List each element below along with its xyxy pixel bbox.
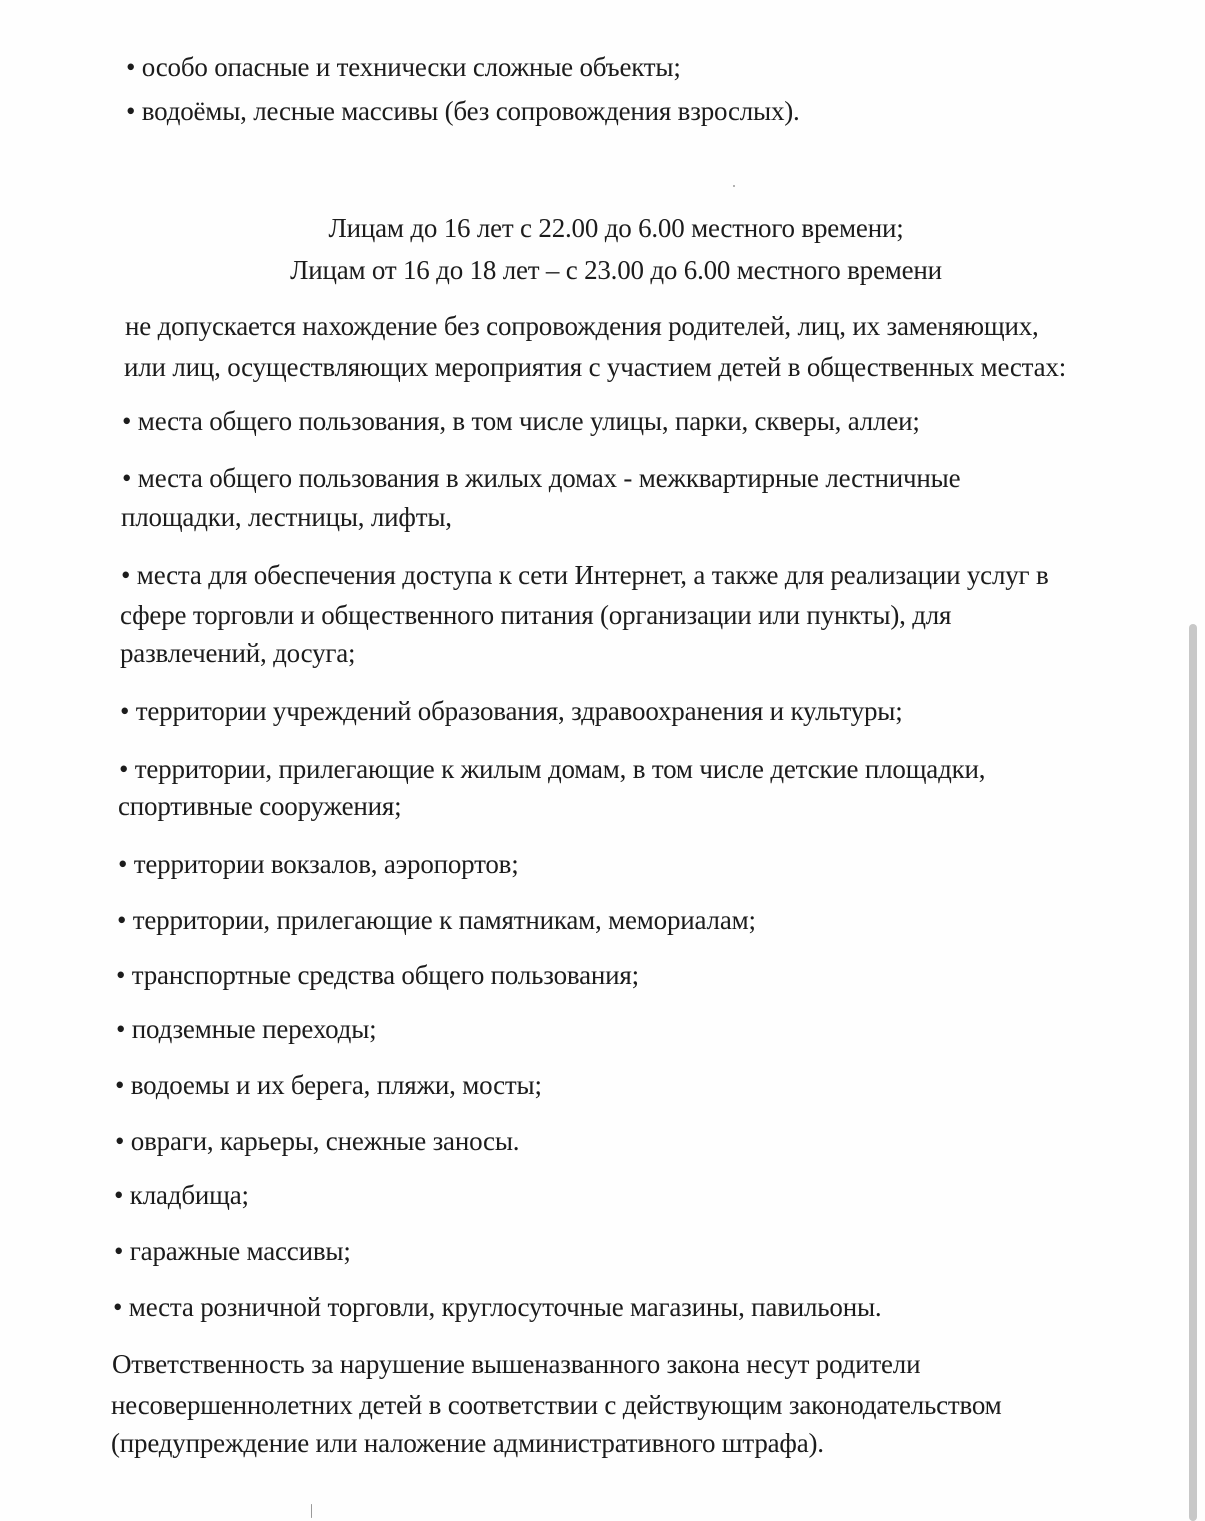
place-item: • места для обеспечения доступа к сети Интернет, а также для реализации услуг в [121,560,1049,590]
list-item: • водоёмы, лесные массивы (без сопровождения взрослых). [126,96,800,126]
responsibility-line: Ответственность за нарушение вышеназванного закона несут родители [112,1349,921,1379]
place-item: • места общего пользования, в том числе улицы, парки, скверы, аллеи; [122,406,920,436]
place-item: • гаражные массивы; [114,1236,351,1266]
vertical-scrollbar[interactable] [1189,624,1197,1521]
responsibility-line: несовершеннолетних детей в соответствии с действующим законодательством [111,1390,1002,1420]
place-item-continued: площадки, лестницы, лифты, [121,502,452,532]
curfew-under-16: Лицам до 16 лет с 22.00 до 6.00 местного времени; [328,213,904,243]
place-item: • территории, прилегающие к памятникам, мемориалам; [117,905,756,935]
place-item: • территории, прилегающие к жилым домам, в том числе детские площадки, [119,754,986,784]
place-item: • территории вокзалов, аэропортов; [118,849,519,879]
place-item-continued: спортивные сооружения; [118,791,402,821]
place-item-continued: сфере торговли и общественного питания (организации или пункты), для [120,600,952,630]
place-item-continued: развлечений, досуга; [120,638,356,668]
list-item: • особо опасные и технически сложные объекты; [126,52,681,82]
place-item: • территории учреждений образования, здравоохранения и культуры; [120,696,903,726]
place-item: • кладбища; [114,1180,249,1210]
intro-line: или лиц, осуществляющих мероприятия с участием детей в общественных местах: [124,352,1066,382]
place-item: • подземные переходы; [116,1014,377,1044]
scan-speck [311,1504,312,1518]
scan-speck [733,185,735,187]
responsibility-line: (предупреждение или наложение административного штрафа). [111,1428,824,1458]
intro-line: не допускается нахождение без сопровождения родителей, лиц, их заменяющих, [125,311,1039,341]
place-item: • транспортные средства общего пользования; [116,960,639,990]
place-item: • овраги, карьеры, снежные заносы. [115,1126,520,1156]
place-item: • места общего пользования в жилых домах - межквартирные лестничные [122,463,961,493]
place-item: • места розничной торговли, круглосуточные магазины, павильоны. [113,1292,882,1322]
place-item: • водоемы и их берега, пляжи, мосты; [115,1070,542,1100]
curfew-16-to-18: Лицам от 16 до 18 лет – с 23.00 до 6.00 местного времени [290,255,942,285]
